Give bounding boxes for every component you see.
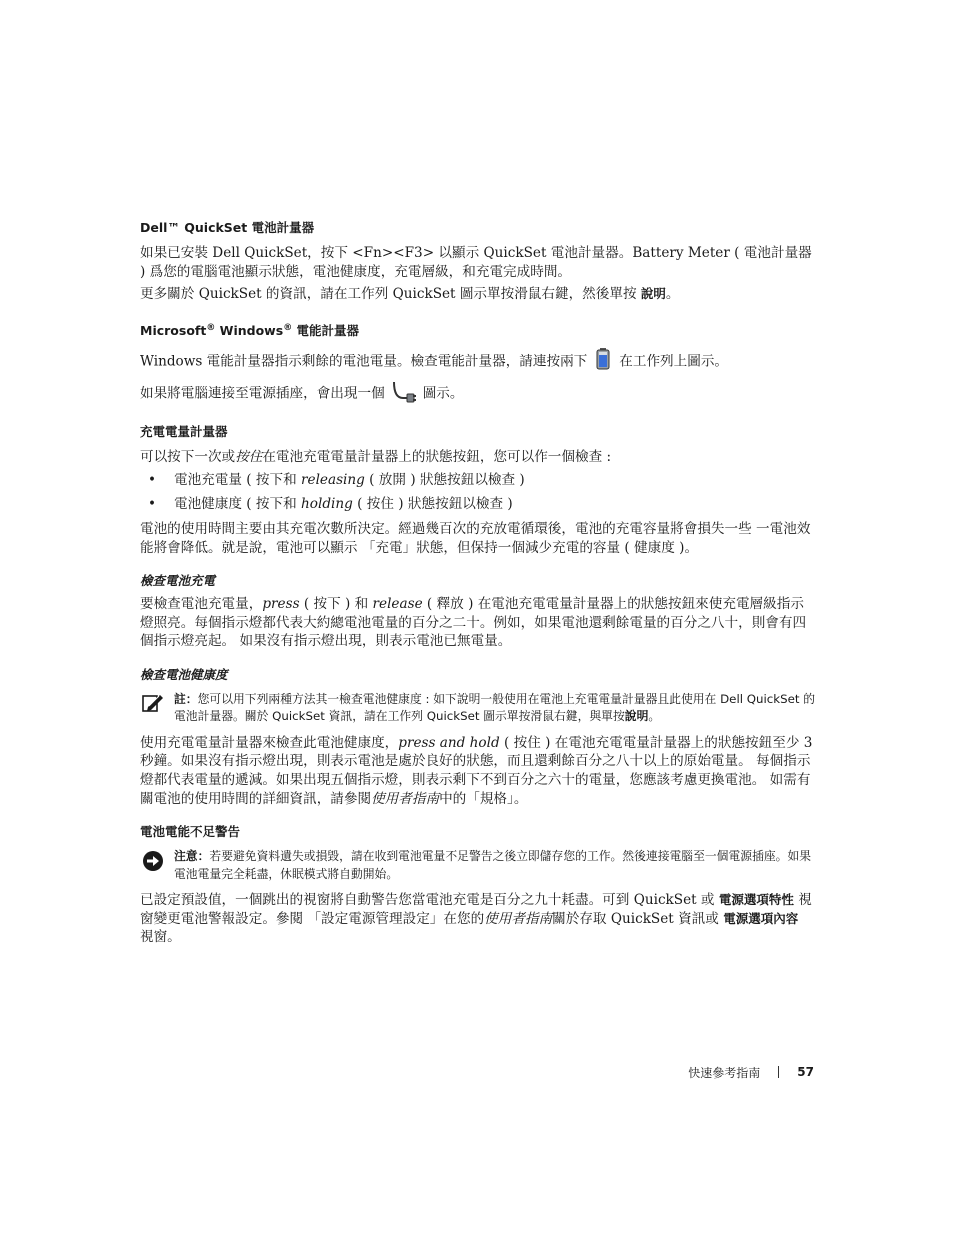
battery-life-paragraph: 電池的使用時間主要由其充電次數所決定。經過幾百次的充放電循環後，電池的充電容量將會損失一些 一電池效能將會降低。就是說，電池可以顯示 「充電」狀態，但保持一個減少充電的容量 ( 健康度 )。: [140, 520, 811, 556]
quickset-paragraph: 如果已安裝 Dell QuickSet，按下 <Fn><F3> 以顯示 QuickSet 電池計量器。Battery Meter ( 電池計量器 ) 爲您的電腦電池顯示狀態，電池健康度，充電層級，和充電完成時間。: [140, 245, 812, 280]
heading-windows-power-meter: Microsoft® Windows® 電能計量器: [140, 322, 360, 338]
page-footer: [688, 1062, 814, 1082]
notice-box: 注意：若要避免資料遺失或損毀，請在收到電池電量不足警告之後立即儲存您的工作。然後連接電腦至一個電源插座。如果電池電量完全耗盡，休眠模式將自動開始。: [140, 848, 816, 883]
power-meter-paragraph-1: Windows 電能計量器指示剩餘的電池電量。檢查電能計量器，請連按兩下 在工作列上圖示。: [140, 347, 816, 377]
list-item: • 電池充電量 ( 按下和 releasing ( 放開 ) 狀態按鈕以檢查 ): [148, 471, 525, 488]
page-content: [140, 218, 816, 951]
power-plug-icon: [391, 379, 417, 409]
heading-low-battery-warning: 電池電能不足警告: [140, 824, 241, 840]
check-health-paragraph: 使用充電電量計量器來檢查此電池健康度，press and hold ( 按住 ) 在電池充電電量計量器上的狀態按鈕至少 3 秒鐘。如果沒有指示燈出現，則表示電池是處於良好的狀態，而且還剩餘百分之八十以上的原始電量。 每個指示燈都代表電量的遞減。如果出現五個指示燈，則表示剩下不到百分之六十的電量，您應該考慮更換電池。 如需有關電池的使用時間的詳細資訊，請參閱使用者指南中的「規格」。: [140, 734, 813, 807]
charge-gauge-list: [140, 471, 816, 514]
heading-check-charge: 檢查電池充電: [140, 573, 216, 589]
battery-icon: [593, 347, 613, 377]
pencil-note-icon: [142, 693, 164, 718]
footer-label: 快速參考指南: [688, 1065, 761, 1080]
heading-quickset-battery-meter: Dell™ QuickSet 電池計量器: [140, 220, 315, 235]
notice-arrow-icon: [142, 850, 164, 877]
footer-separator: [778, 1066, 779, 1078]
list-item: • 電池健康度 ( 按下和 holding ( 按住 ) 狀態按鈕以檢查 ): [148, 496, 513, 513]
note-box: 註：您可以用下列兩種方法其一檢查電池健康度 : 如下說明一般使用在電池上充電電量計量器且此使用在 Dell QuickSet 的電池計量器。關於 QuickSet 資訊，請在工作列 QuickSet 圖示單按滑鼠右鍵，與單按說明。: [140, 691, 816, 726]
charge-gauge-intro: 可以按下一次或按住在電池充電電量計量器上的狀態按鈕，您可以作一個檢查 :: [140, 449, 612, 466]
low-battery-paragraph: 已設定預設值，一個跳出的視窗將自動警告您當電池充電是百分之九十耗盡。可到 QuickSet 或 電源選項特性 視窗變更電池警報設定。參閱 「設定電源管理設定」在您的使用者指南關於存取 QuickSet 資訊或 電源選項內容 視窗。: [140, 892, 812, 946]
power-meter-paragraph-2: 如果將電腦連接至電源插座，會出現一個 圖示。: [140, 379, 816, 409]
page-number: 57: [797, 1065, 814, 1079]
check-charge-paragraph: 要檢查電池充電量，press ( 按下 ) 和 release ( 釋放 ) 在電池充電電量計量器上的狀態按鈕來使充電層級指示燈照亮。每個指示燈都代表大約總電池電量的百分之二十。例如，如果電池還剩餘電量的百分之八十，則會有四個指示燈亮起。 如果沒有指示燈出現，則表示電池已無電量。: [140, 596, 807, 650]
notice-label: 注意：: [174, 849, 210, 864]
heading-charge-gauge: 充電電量計量器: [140, 424, 228, 440]
heading-check-health: 檢查電池健康度: [140, 666, 228, 682]
note-label: 註：: [174, 691, 198, 706]
help-term: 說明: [640, 286, 666, 302]
quickset-help-paragraph: 更多關於 QuickSet 的資訊，請在工作列 QuickSet 圖示單按滑鼠右鍵，然後單按 說明。: [140, 286, 680, 303]
